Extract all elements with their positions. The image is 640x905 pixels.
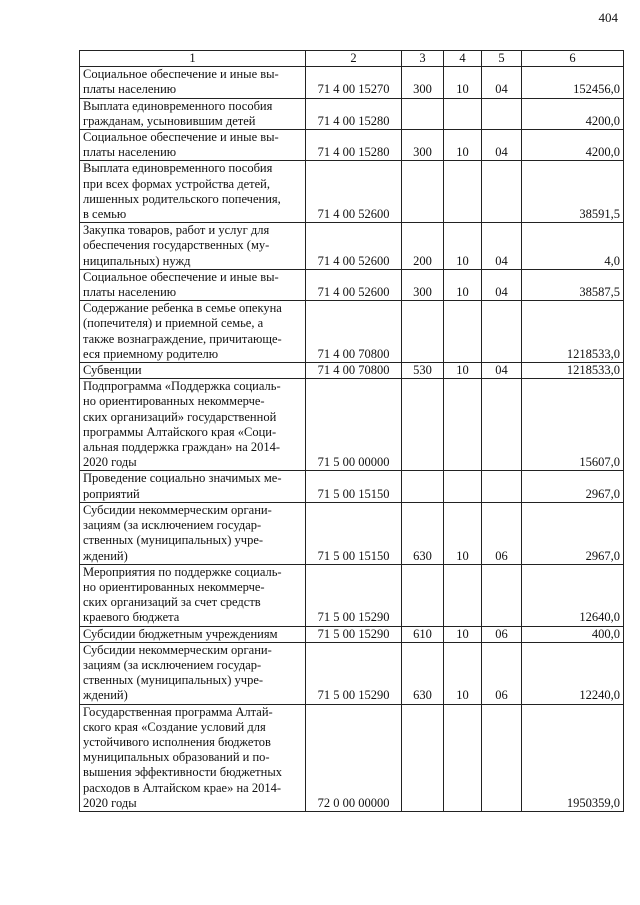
expense-type-code [402,161,444,223]
section-code: 10 [444,642,482,704]
section-code: 10 [444,502,482,564]
row-name: Мероприятия по поддержке социаль- но ориентированных некоммерче- ских организаций за счет средств краевого бюджета [80,564,306,626]
table-row [80,67,624,98]
expense-type-code: 610 [402,626,444,642]
expense-type-code [402,301,444,363]
section-code: 10 [444,269,482,300]
target-article-code: 71 5 00 15150 [306,502,402,564]
amount: 1950359,0 [522,704,624,811]
table-body [80,67,624,812]
subsection-code: 04 [482,67,522,98]
expense-type-code: 200 [402,223,444,270]
row-name: Социальное обеспечение и иные вы- платы населению [80,269,306,300]
table-row [80,704,624,811]
table-row [80,642,624,704]
target-article-code: 71 4 00 52600 [306,161,402,223]
section-code [444,98,482,129]
row-name: Проведение социально значимых ме- роприятий [80,471,306,502]
amount: 400,0 [522,626,624,642]
amount: 4200,0 [522,130,624,161]
column-header: 6 [522,51,624,67]
subsection-code [482,564,522,626]
target-article-code: 72 0 00 00000 [306,704,402,811]
target-article-code: 71 4 00 70800 [306,363,402,379]
amount: 38591,5 [522,161,624,223]
amount: 12240,0 [522,642,624,704]
row-name: Социальное обеспечение и иные вы- платы населению [80,67,306,98]
row-name: Выплата единовременного пособия при всех формах устройства детей, лишенных родительского попечения, в семью [80,161,306,223]
subsection-code: 04 [482,130,522,161]
row-name: Закупка товаров, работ и услуг для обеспечения государственных (му- ниципальных) нужд [80,223,306,270]
subsection-code [482,98,522,129]
page-number: 404 [598,10,618,25]
column-number-row [80,51,624,67]
target-article-code: 71 4 00 52600 [306,269,402,300]
expense-type-code: 630 [402,502,444,564]
expense-type-code: 300 [402,130,444,161]
column-header: 1 [80,51,306,67]
amount: 15607,0 [522,379,624,471]
table-row [80,161,624,223]
target-article-code: 71 4 00 15270 [306,67,402,98]
amount: 152456,0 [522,67,624,98]
table-row [80,502,624,564]
expense-type-code: 630 [402,642,444,704]
table-row [80,363,624,379]
row-name: Содержание ребенка в семье опекуна (попечителя) и приемной семье, а также вознаграждение, причитающе- еся приемному родителю [80,301,306,363]
section-code [444,704,482,811]
amount: 2967,0 [522,502,624,564]
section-code: 10 [444,626,482,642]
table-row [80,564,624,626]
expense-type-code: 300 [402,67,444,98]
target-article-code: 71 5 00 15290 [306,564,402,626]
expense-type-code [402,471,444,502]
section-code [444,301,482,363]
subsection-code: 06 [482,626,522,642]
column-header: 4 [444,51,482,67]
target-article-code: 71 5 00 00000 [306,379,402,471]
amount: 1218533,0 [522,363,624,379]
table-row [80,269,624,300]
amount: 1218533,0 [522,301,624,363]
column-header: 3 [402,51,444,67]
target-article-code: 71 4 00 70800 [306,301,402,363]
expense-type-code [402,379,444,471]
subsection-code: 04 [482,269,522,300]
subsection-code: 06 [482,502,522,564]
subsection-code [482,379,522,471]
table-row [80,626,624,642]
column-header: 5 [482,51,522,67]
expense-type-code: 300 [402,269,444,300]
section-code: 10 [444,67,482,98]
target-article-code: 71 4 00 15280 [306,130,402,161]
subsection-code [482,161,522,223]
subsection-code [482,301,522,363]
row-name: Субсидии бюджетным учреждениям [80,626,306,642]
table-row [80,301,624,363]
amount: 12640,0 [522,564,624,626]
subsection-code [482,471,522,502]
table-row [80,130,624,161]
table-row [80,379,624,471]
section-code: 10 [444,130,482,161]
section-code [444,379,482,471]
amount: 2967,0 [522,471,624,502]
row-name: Социальное обеспечение и иные вы- платы населению [80,130,306,161]
table-row [80,98,624,129]
expense-type-code: 530 [402,363,444,379]
table-row [80,471,624,502]
budget-table [79,50,624,812]
target-article-code: 71 5 00 15150 [306,471,402,502]
subsection-code: 04 [482,363,522,379]
target-article-code: 71 5 00 15290 [306,626,402,642]
row-name: Субсидии некоммерческим органи- зациям (за исключением государ- ственных (муниципальных) учре- ждений) [80,642,306,704]
row-name: Подпрограмма «Поддержка социаль- но ориентированных некоммерче- ских организаций» государственной программы Алтайского края «Соци- альная поддержка граждан» на 2014- 2020 годы [80,379,306,471]
section-code: 10 [444,223,482,270]
section-code [444,564,482,626]
target-article-code: 71 4 00 15280 [306,98,402,129]
row-name: Субвенции [80,363,306,379]
target-article-code: 71 4 00 52600 [306,223,402,270]
expense-type-code [402,704,444,811]
subsection-code [482,704,522,811]
row-name: Субсидии некоммерческим органи- зациям (за исключением государ- ственных (муниципальных) учре- ждений) [80,502,306,564]
expense-type-code [402,564,444,626]
column-header: 2 [306,51,402,67]
row-name: Выплата единовременного пособия гражданам, усыновившим детей [80,98,306,129]
table-row [80,223,624,270]
expense-type-code [402,98,444,129]
subsection-code: 06 [482,642,522,704]
section-code [444,161,482,223]
section-code: 10 [444,363,482,379]
row-name: Государственная программа Алтай- ского края «Создание условий для устойчивого исполнения бюджетов муниципальных образований и по- вышения эффективности бюджетных расходов в Алтайском крае» на 2014- 2020 годы [80,704,306,811]
section-code [444,471,482,502]
subsection-code: 04 [482,223,522,270]
amount: 4,0 [522,223,624,270]
amount: 4200,0 [522,98,624,129]
target-article-code: 71 5 00 15290 [306,642,402,704]
amount: 38587,5 [522,269,624,300]
